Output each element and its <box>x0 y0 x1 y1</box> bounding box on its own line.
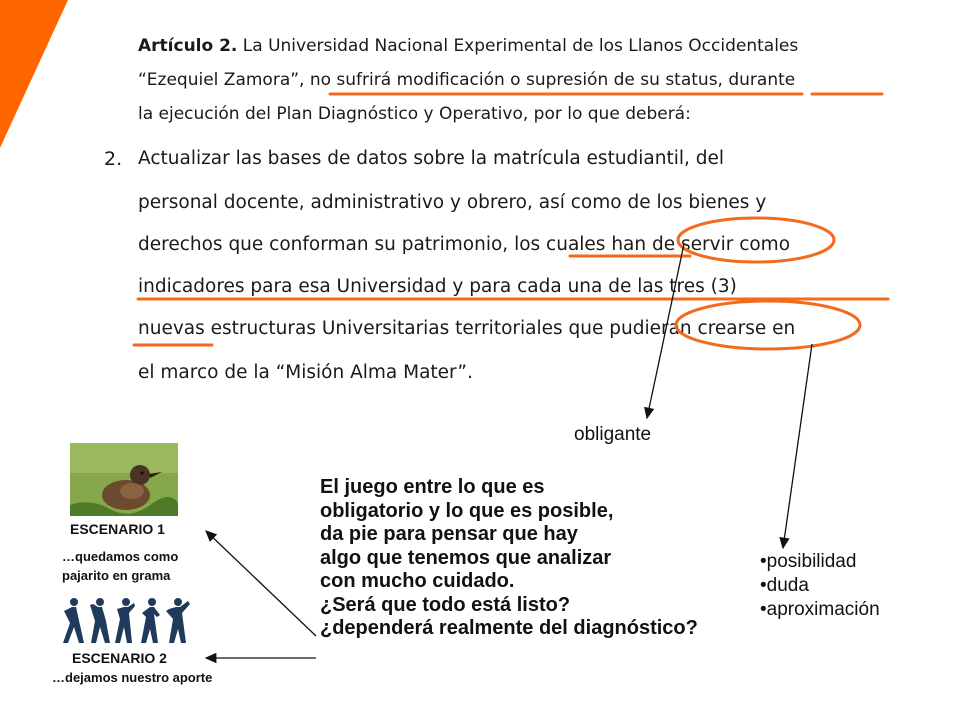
bird-image <box>70 443 178 516</box>
item-line: el marco de la “Misión Alma Mater”. <box>138 362 473 383</box>
list-item: •aproximación <box>760 599 880 620</box>
possibility-list <box>760 550 880 622</box>
escenario-1-sub: …quedamos como <box>62 549 179 564</box>
article-line-3: la ejecución del Plan Diagnóstico y Operativo, por lo que deberá: <box>138 104 691 124</box>
article-heading: Artículo 2. <box>138 36 238 56</box>
escenario-1-sub: pajarito en grama <box>62 568 171 583</box>
item-line: nuevas estructuras Universitarias territoriales que pudieran crearse en <box>138 318 796 339</box>
obligante-label: obligante <box>574 424 652 445</box>
arrow-to-bullets <box>783 344 812 548</box>
escenario-2-title: ESCENARIO 2 <box>72 650 167 666</box>
main-text-line: El juego entre lo que es <box>320 476 545 498</box>
main-text-line: con mucho cuidado. <box>320 570 515 592</box>
main-question-text <box>320 476 698 641</box>
item-line: personal docente, administrativo y obrero, así como de los bienes y <box>138 192 767 213</box>
main-text-line: ¿Será que todo está listo? <box>320 593 571 616</box>
main-text-line: algo que tenemos que analizar <box>320 546 612 569</box>
escenario-1-title: ESCENARIO 1 <box>70 521 165 537</box>
dancers-image <box>62 597 194 645</box>
article-line-1: Artículo 2. La Universidad Nacional Experimental de los Llanos Occidentales <box>138 36 799 56</box>
item-line: derechos que conforman su patrimonio, los cuales han de servir como <box>138 234 791 255</box>
main-text-line: da pie para pensar que hay <box>320 523 578 545</box>
escenario-2-sub: …dejamos nuestro aporte <box>52 670 213 685</box>
corner-decoration <box>0 0 70 150</box>
main-text-line: ¿dependerá realmente del diagnóstico? <box>320 617 698 639</box>
list-item: •duda <box>760 575 809 596</box>
arrow-to-escenario-1 <box>206 531 316 636</box>
main-text-line: obligatorio y lo que es posible, <box>320 499 614 522</box>
article-line-2: “Ezequiel Zamora”, no sufrirá modificación o supresión de su status, durante <box>138 70 796 90</box>
item-line: Actualizar las bases de datos sobre la matrícula estudiantil, del <box>138 148 725 169</box>
item-number: 2. <box>104 148 123 170</box>
list-item: •posibilidad <box>760 551 857 572</box>
item-line: indicadores para esa Universidad y para cada una de las tres (3) <box>138 276 737 297</box>
